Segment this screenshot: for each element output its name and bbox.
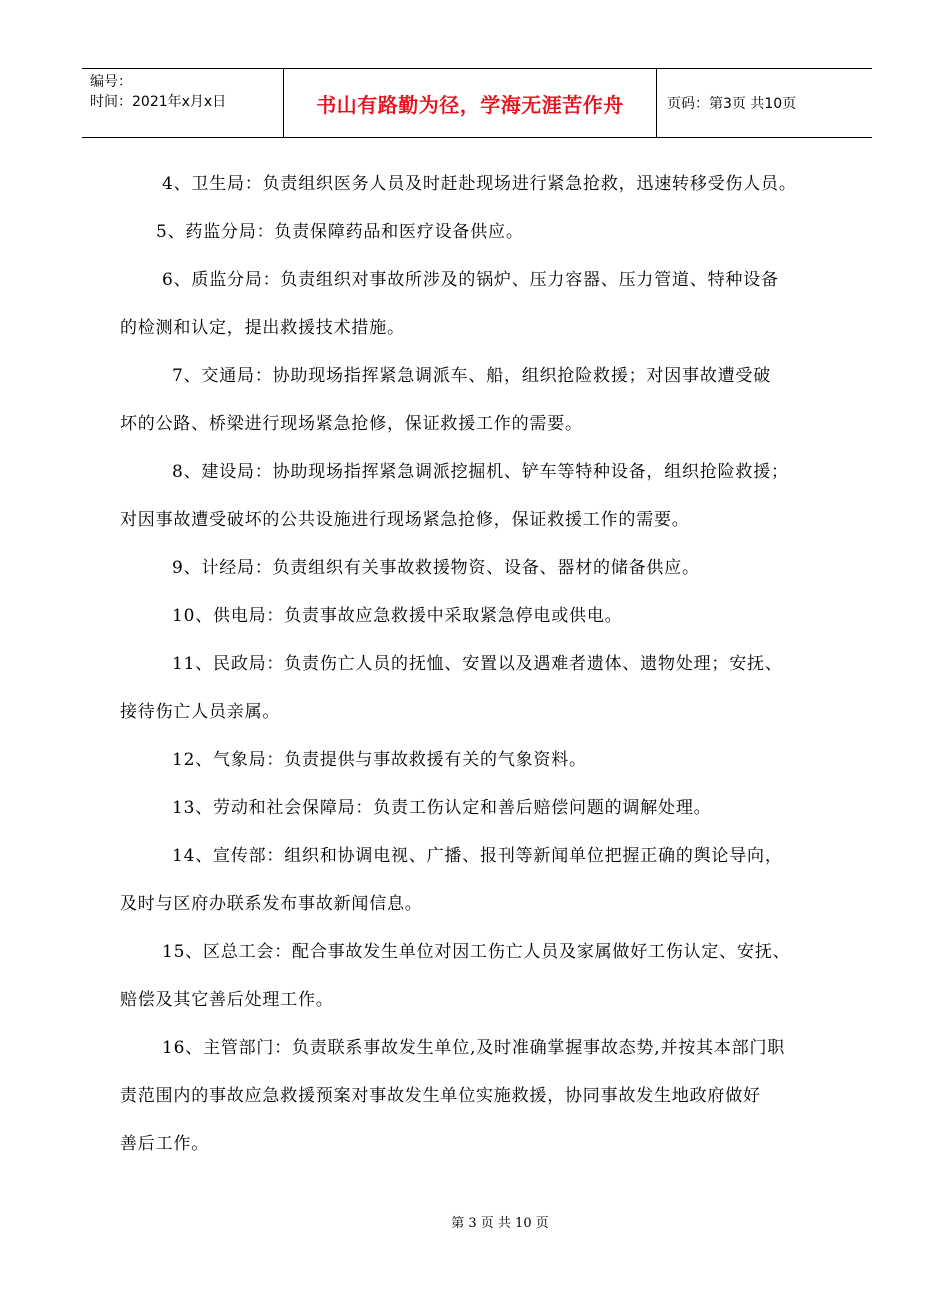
header-meta: [82, 69, 284, 137]
document-body: [120, 160, 840, 1168]
paragraph-6-line2: 的检测和认定，提出救援技术措施。: [120, 318, 405, 338]
paragraph-16-line2: 责范围内的事故应急救援预案对事故发生单位实施救援，协同事故发生地政府做好: [120, 1086, 761, 1106]
time-label: 时间：2021年x月x日: [90, 94, 227, 110]
footer-page-number: 第 3 页 共 10 页: [451, 1216, 549, 1231]
paragraph-5: 5、药监分局：负责保障药品和医疗设备供应。: [156, 222, 524, 242]
paragraph-10: 10、供电局：负责事故应急救援中采取紧急停电或供电。: [172, 606, 623, 626]
paragraph-11-line2: 接待伤亡人员亲属。: [120, 702, 281, 722]
paragraph-7-line2: 坏的公路、桥梁进行现场紧急抢修，保证救援工作的需要。: [120, 414, 583, 434]
paragraph-16-line1: 16、主管部门：负责联系事故发生单位,及时准确掌握事故态势,并按其本部门职: [162, 1038, 786, 1058]
header-motto: 书山有路勤为径，学海无涯苦作舟: [316, 92, 624, 117]
header-page-cell: [657, 69, 872, 137]
paragraph-6-line1: 6、质监分局：负责组织对事故所涉及的锅炉、压力容器、压力管道、特种设备: [162, 270, 779, 290]
paragraph-12: 12、气象局：负责提供与事故救援有关的气象资料。: [172, 750, 587, 770]
paragraph-8-line2: 对因事故遭受破坏的公共设施进行现场紧急抢修，保证救援工作的需要。: [120, 510, 690, 530]
paragraph-15-line2: 赔偿及其它善后处理工作。: [120, 990, 334, 1010]
paragraph-15-line1: 15、区总工会：配合事故发生单位对因工伤亡人员及家属做好工伤认定、安抚、: [162, 942, 791, 962]
paragraph-13: 13、劳动和社会保障局：负责工伤认定和善后赔偿问题的调解处理。: [172, 798, 712, 818]
paragraph-9: 9、计经局：负责组织有关事故救援物资、设备、器材的储备供应。: [172, 558, 700, 578]
paragraph-11-line1: 11、民政局：负责伤亡人员的抚恤、安置以及遇难者遗体、遗物处理；安抚、: [172, 654, 783, 674]
header-page-label: 页码：第3页 共10页: [667, 96, 797, 112]
paragraph-14-line1: 14、宣传部：组织和协调电视、广播、报刊等新闻单位把握正确的舆论导向，: [172, 846, 783, 866]
paragraph-14-line2: 及时与区府办联系发布事故新闻信息。: [120, 894, 423, 914]
paragraph-16-line3: 善后工作。: [120, 1134, 209, 1154]
serial-label: 编号：: [90, 74, 132, 90]
document-header: [82, 68, 872, 138]
paragraph-7-line1: 7、交通局：协助现场指挥紧急调派车、船，组织抢险救援；对因事故遭受破: [172, 366, 772, 386]
page-footer: [0, 1212, 950, 1231]
paragraph-4: 4、卫生局：负责组织医务人员及时赶赴现场进行紧急抢救，迅速转移受伤人员。: [162, 174, 797, 194]
paragraph-8-line1: 8、建设局：协助现场指挥紧急调派挖掘机、铲车等特种设备，组织抢险救援；: [172, 462, 789, 482]
header-motto-cell: [284, 69, 657, 137]
